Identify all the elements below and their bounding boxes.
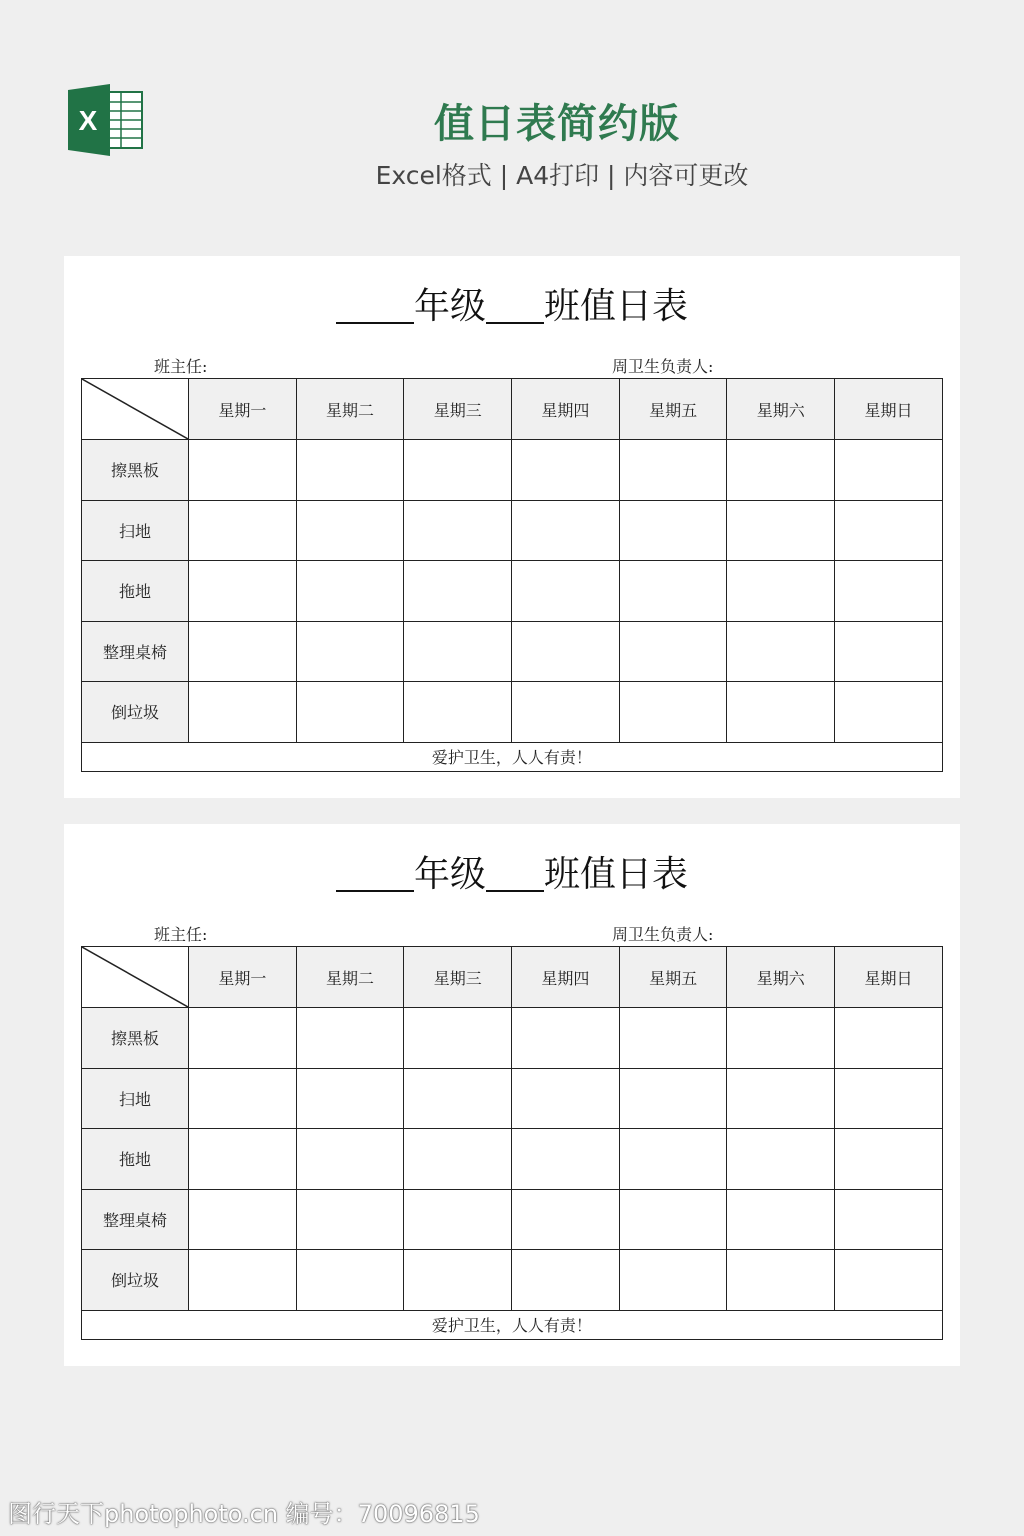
table-row xyxy=(82,561,943,622)
duty-cell[interactable] xyxy=(189,500,297,561)
task-name: 倒垃圾 xyxy=(82,682,189,743)
duty-cell[interactable] xyxy=(189,1250,297,1311)
duty-cell[interactable] xyxy=(512,1129,620,1190)
duty-table xyxy=(81,378,943,772)
duty-cell[interactable] xyxy=(512,621,620,682)
duty-cell[interactable] xyxy=(835,561,943,622)
duty-cell[interactable] xyxy=(835,500,943,561)
duty-cell[interactable] xyxy=(296,1008,404,1069)
duty-cell[interactable] xyxy=(189,1129,297,1190)
duty-cell[interactable] xyxy=(512,500,620,561)
duty-cell[interactable] xyxy=(512,1250,620,1311)
duty-cell[interactable] xyxy=(619,682,727,743)
task-name: 倒垃圾 xyxy=(82,1250,189,1311)
duty-cell[interactable] xyxy=(512,1008,620,1069)
duty-cell[interactable] xyxy=(835,1189,943,1250)
duty-cell[interactable] xyxy=(727,440,835,501)
duty-cell[interactable] xyxy=(296,561,404,622)
table-row xyxy=(82,1008,943,1069)
duty-cell[interactable] xyxy=(404,1129,512,1190)
grade-label: 年级 xyxy=(413,286,486,327)
diagonal-corner-cell xyxy=(82,947,189,1008)
duty-cell[interactable] xyxy=(727,561,835,622)
duty-cell[interactable] xyxy=(835,1250,943,1311)
duty-cell[interactable] xyxy=(404,561,512,622)
weekly-responsible-label: 周卫生负责人: xyxy=(612,357,714,376)
duty-cell[interactable] xyxy=(189,1008,297,1069)
duty-cell[interactable] xyxy=(512,1189,620,1250)
duty-cell[interactable] xyxy=(835,1008,943,1069)
duty-cell[interactable] xyxy=(189,1189,297,1250)
duty-cell[interactable] xyxy=(619,1068,727,1129)
duty-sheet-2 xyxy=(64,824,960,1366)
day-header: 星期日 xyxy=(835,947,943,1008)
footer-row xyxy=(82,1310,943,1339)
duty-cell[interactable] xyxy=(296,440,404,501)
duty-cell[interactable] xyxy=(727,621,835,682)
day-header: 星期一 xyxy=(189,947,297,1008)
task-name: 扫地 xyxy=(82,1068,189,1129)
header-row xyxy=(82,379,943,440)
task-name: 擦黑板 xyxy=(82,1008,189,1069)
class-title-label: 班值日表 xyxy=(544,286,689,327)
day-header: 星期五 xyxy=(619,947,727,1008)
duty-cell[interactable] xyxy=(189,440,297,501)
duty-cell[interactable] xyxy=(619,1250,727,1311)
duty-cell[interactable] xyxy=(619,440,727,501)
duty-cell[interactable] xyxy=(189,561,297,622)
sheet-title xyxy=(64,278,960,329)
duty-cell[interactable] xyxy=(296,500,404,561)
duty-cell[interactable] xyxy=(835,440,943,501)
sheet-title xyxy=(64,846,960,897)
class-blank[interactable] xyxy=(486,854,544,892)
table-row xyxy=(82,1068,943,1129)
task-name: 扫地 xyxy=(82,500,189,561)
duty-cell[interactable] xyxy=(404,682,512,743)
duty-cell[interactable] xyxy=(727,1068,835,1129)
watermark-text: 图行天下photophoto.cn 编号：70096815 xyxy=(8,1500,480,1528)
duty-table xyxy=(81,946,943,1340)
duty-cell[interactable] xyxy=(512,561,620,622)
day-header: 星期六 xyxy=(727,379,835,440)
table-row xyxy=(82,682,943,743)
day-header: 星期三 xyxy=(404,379,512,440)
footer-row xyxy=(82,742,943,771)
grade-blank[interactable] xyxy=(336,286,414,324)
table-row xyxy=(82,1250,943,1311)
duty-cell[interactable] xyxy=(404,440,512,501)
day-header: 星期二 xyxy=(296,947,404,1008)
duty-cell[interactable] xyxy=(619,1189,727,1250)
duty-cell[interactable] xyxy=(512,682,620,743)
table-row xyxy=(82,440,943,501)
duty-cell[interactable] xyxy=(189,1068,297,1129)
day-header: 星期五 xyxy=(619,379,727,440)
task-name: 擦黑板 xyxy=(82,440,189,501)
weekly-responsible-label: 周卫生负责人: xyxy=(612,925,714,944)
footer-slogan: 爱护卫生，人人有责！ xyxy=(82,1310,943,1339)
class-blank[interactable] xyxy=(486,286,544,324)
table-row xyxy=(82,621,943,682)
duty-cell[interactable] xyxy=(404,1068,512,1129)
duty-cell[interactable] xyxy=(835,682,943,743)
duty-cell[interactable] xyxy=(404,1189,512,1250)
duty-cell[interactable] xyxy=(835,1068,943,1129)
task-name: 拖地 xyxy=(82,1129,189,1190)
task-name: 拖地 xyxy=(82,561,189,622)
duty-cell[interactable] xyxy=(296,621,404,682)
grade-blank[interactable] xyxy=(336,854,414,892)
table-row xyxy=(82,500,943,561)
duty-cell[interactable] xyxy=(619,500,727,561)
page-subtitle: Excel格式 | A4打印 | 内容可更改 xyxy=(375,161,749,190)
day-header: 星期六 xyxy=(727,947,835,1008)
page-title: 值日表简约版 xyxy=(434,101,680,147)
duty-cell[interactable] xyxy=(727,1250,835,1311)
header-row xyxy=(82,947,943,1008)
teacher-label: 班主任: xyxy=(154,925,208,944)
day-header: 星期四 xyxy=(512,947,620,1008)
day-header: 星期日 xyxy=(835,379,943,440)
duty-cell[interactable] xyxy=(404,1008,512,1069)
duty-cell[interactable] xyxy=(727,1189,835,1250)
duty-sheet-1 xyxy=(64,256,960,798)
day-header: 星期三 xyxy=(404,947,512,1008)
duty-cell[interactable] xyxy=(619,621,727,682)
duty-cell[interactable] xyxy=(835,1129,943,1190)
grade-label: 年级 xyxy=(413,854,486,895)
duty-cell[interactable] xyxy=(189,682,297,743)
footer-slogan: 爱护卫生，人人有责！ xyxy=(82,742,943,771)
svg-text:X: X xyxy=(78,105,98,136)
duty-cell[interactable] xyxy=(512,440,620,501)
duty-cell[interactable] xyxy=(296,1068,404,1129)
duty-cell[interactable] xyxy=(619,561,727,622)
duty-cell[interactable] xyxy=(619,1008,727,1069)
duty-cell[interactable] xyxy=(404,621,512,682)
teacher-label: 班主任: xyxy=(154,357,208,376)
table-row xyxy=(82,1189,943,1250)
duty-cell[interactable] xyxy=(512,1068,620,1129)
day-header: 星期一 xyxy=(189,379,297,440)
task-name: 整理桌椅 xyxy=(82,1189,189,1250)
duty-cell[interactable] xyxy=(296,1189,404,1250)
class-title-label: 班值日表 xyxy=(544,854,689,895)
duty-cell[interactable] xyxy=(727,1129,835,1190)
task-name: 整理桌椅 xyxy=(82,621,189,682)
diagonal-corner-cell xyxy=(82,379,189,440)
duty-cell[interactable] xyxy=(296,1250,404,1311)
duty-cell[interactable] xyxy=(189,621,297,682)
duty-cell[interactable] xyxy=(296,682,404,743)
table-row xyxy=(82,1129,943,1190)
duty-cell[interactable] xyxy=(727,500,835,561)
duty-cell[interactable] xyxy=(296,1129,404,1190)
duty-cell[interactable] xyxy=(404,500,512,561)
duty-cell[interactable] xyxy=(727,682,835,743)
day-header: 星期四 xyxy=(512,379,620,440)
duty-cell[interactable] xyxy=(727,1008,835,1069)
day-header: 星期二 xyxy=(296,379,404,440)
duty-cell[interactable] xyxy=(404,1250,512,1311)
duty-cell[interactable] xyxy=(619,1129,727,1190)
duty-cell[interactable] xyxy=(835,621,943,682)
